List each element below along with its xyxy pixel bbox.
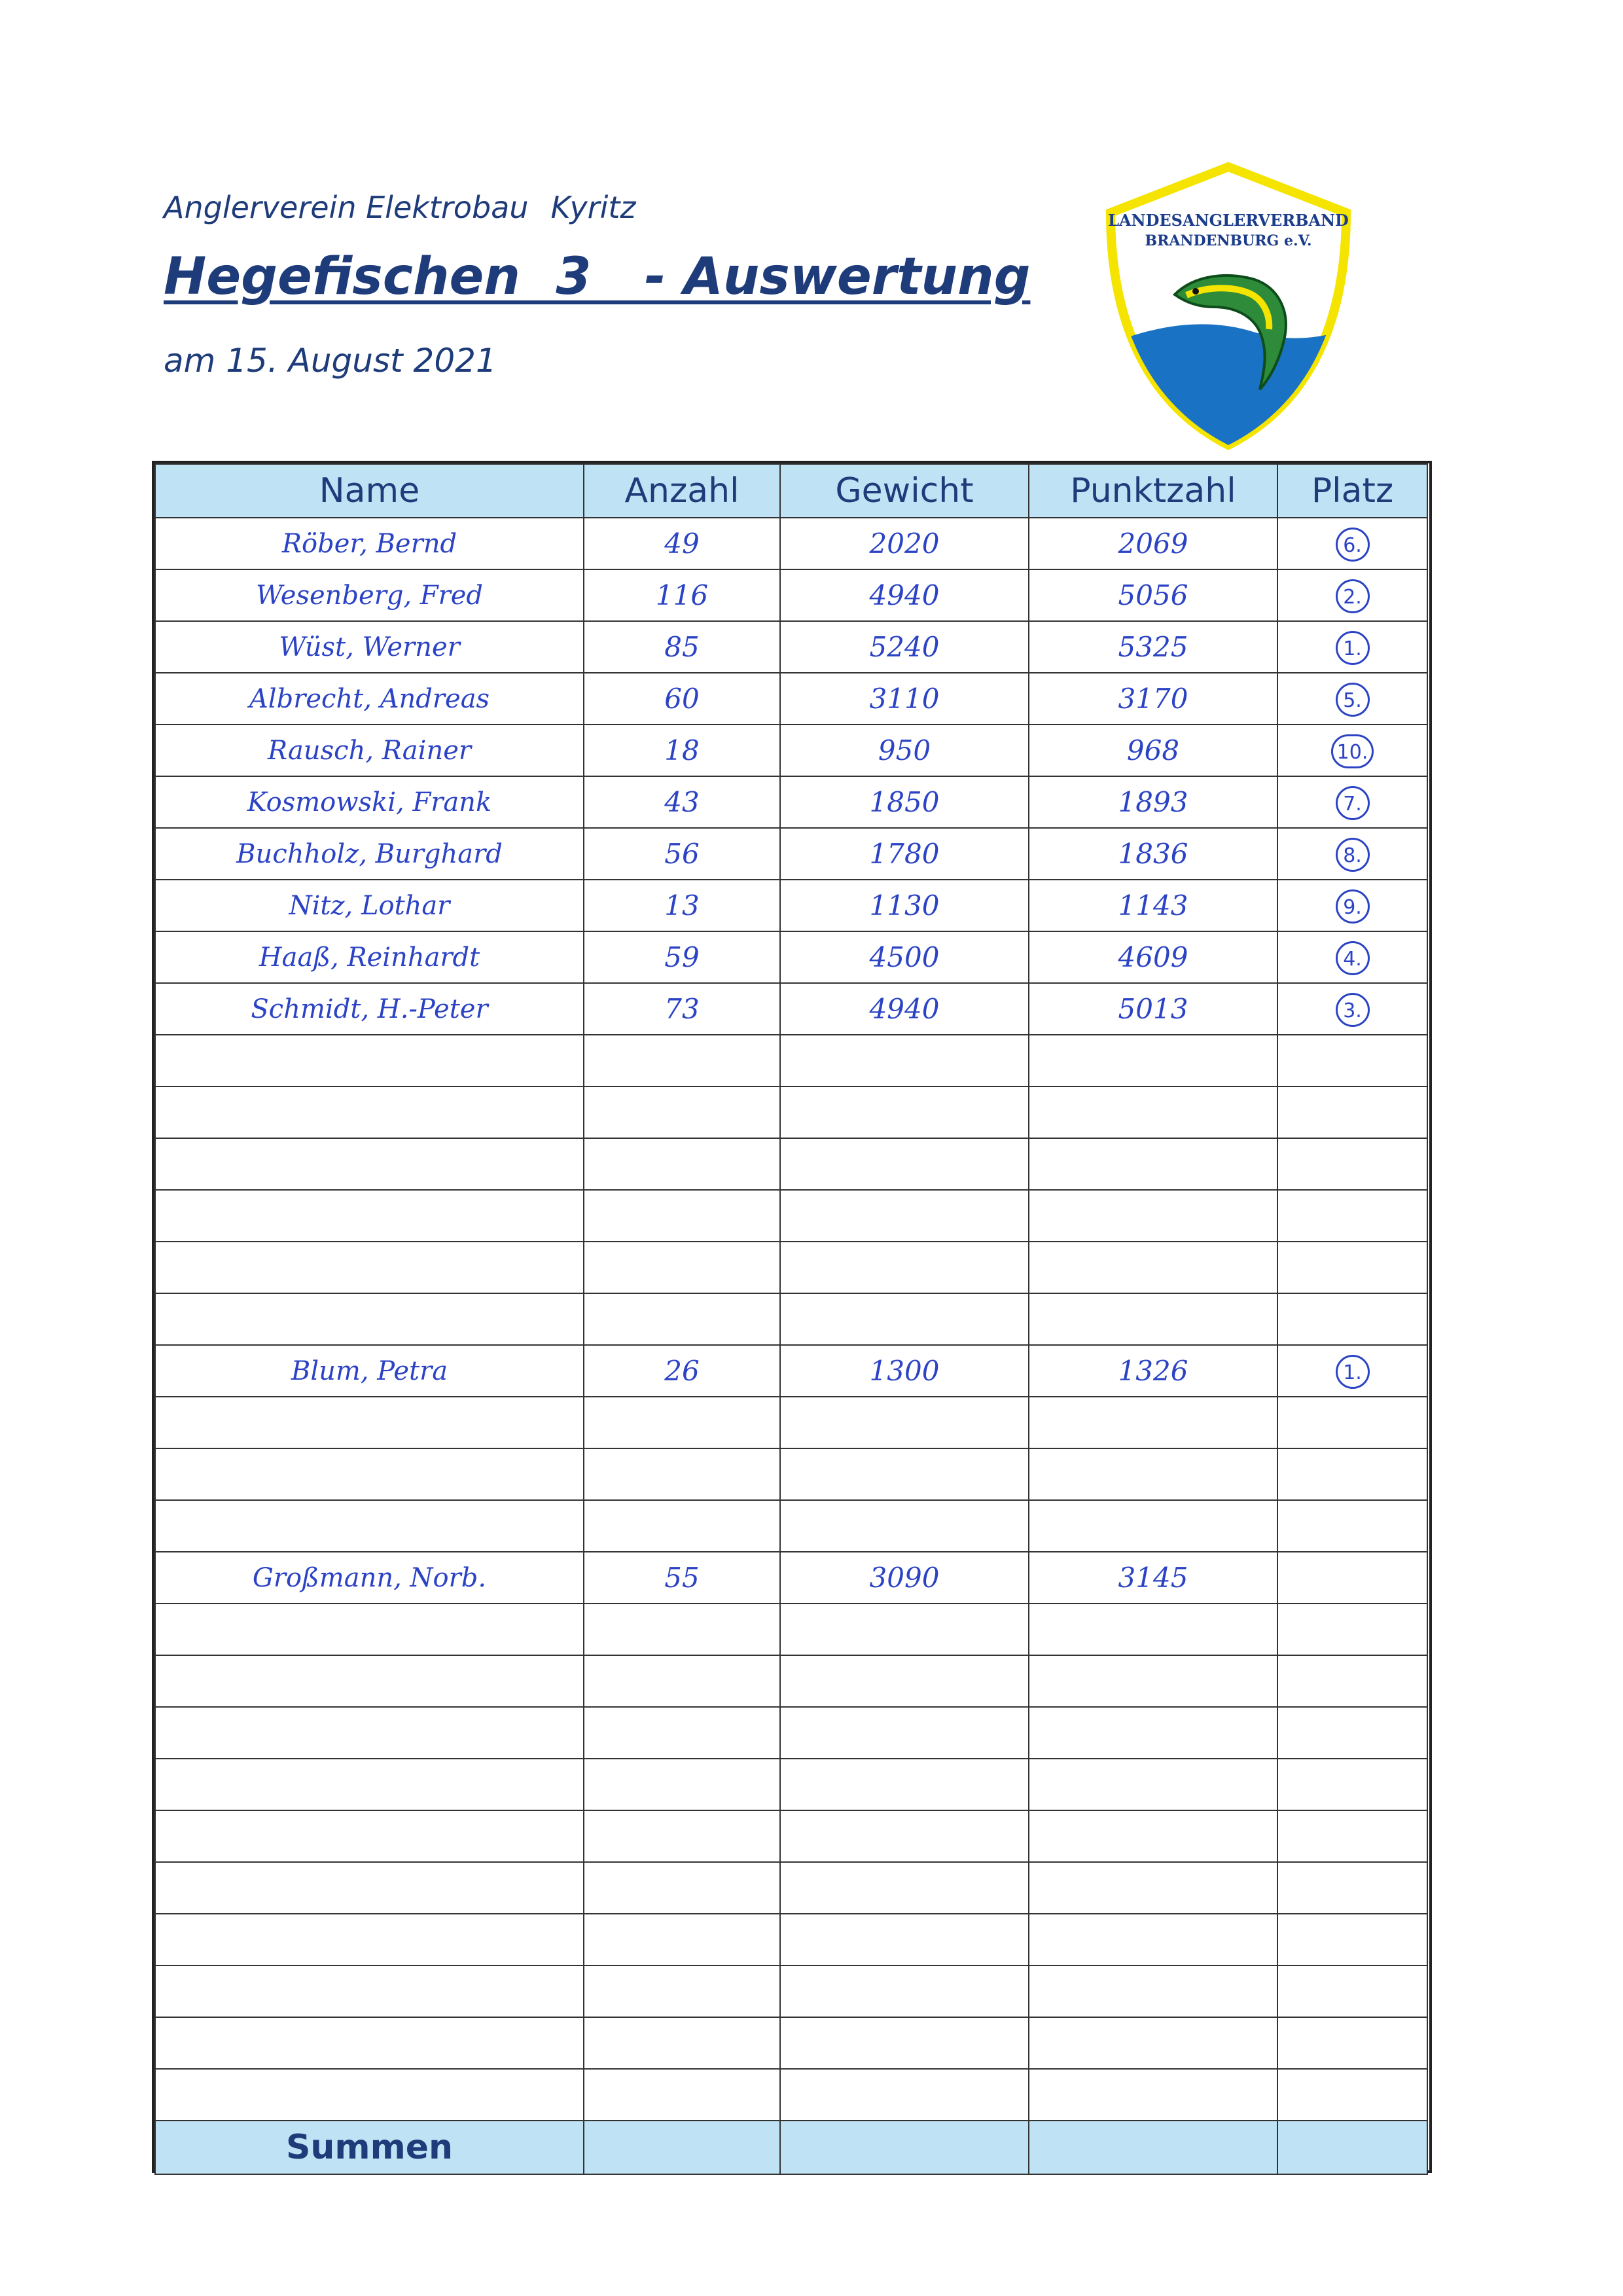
- cell-gewicht: 1780: [780, 828, 1029, 880]
- cell-punktzahl: 5013: [1029, 983, 1277, 1035]
- col-name-header: Name: [155, 464, 584, 518]
- cell-punktzahl: 1836: [1029, 828, 1277, 880]
- cell-platz: [1277, 1965, 1427, 2017]
- cell-platz: [1277, 1707, 1427, 1759]
- cell-punktzahl: 1326: [1029, 1345, 1277, 1397]
- platz-badge: 5.: [1336, 683, 1370, 717]
- table-row: [155, 673, 1427, 725]
- table-row: [155, 880, 1427, 931]
- cell-gewicht: [780, 1086, 1029, 1138]
- table-row: [155, 1397, 1427, 1448]
- summen-punktzahl: [1029, 2121, 1277, 2174]
- cell-punktzahl: 5325: [1029, 621, 1277, 673]
- cell-platz: [1277, 1500, 1427, 1552]
- cell-gewicht: 1130: [780, 880, 1029, 931]
- cell-platz: [1277, 673, 1427, 725]
- table-row: [155, 1552, 1427, 1604]
- cell-anzahl: 56: [584, 828, 780, 880]
- platz-badge: 6.: [1336, 528, 1370, 562]
- cell-name: [155, 1655, 584, 1707]
- cell-anzahl: 26: [584, 1345, 780, 1397]
- cell-punktzahl: 1893: [1029, 776, 1277, 828]
- table-row: [155, 725, 1427, 776]
- cell-platz: [1277, 1810, 1427, 1862]
- summen-label: Summen: [155, 2121, 584, 2174]
- platz-badge: 3.: [1336, 993, 1370, 1027]
- cell-platz: [1277, 1086, 1427, 1138]
- cell-gewicht: [780, 1759, 1029, 1810]
- cell-name: [155, 1448, 584, 1500]
- cell-punktzahl: 1143: [1029, 880, 1277, 931]
- cell-punktzahl: 5056: [1029, 569, 1277, 621]
- cell-name: [155, 1035, 584, 1086]
- table-row: [155, 1759, 1427, 1810]
- results-table: [154, 463, 1428, 2175]
- cell-anzahl: [584, 1190, 780, 1242]
- cell-punktzahl: [1029, 1604, 1277, 1655]
- cell-anzahl: [584, 1759, 780, 1810]
- cell-gewicht: [780, 1190, 1029, 1242]
- table-row: [155, 1242, 1427, 1293]
- logo-line1: LANDESANGLERVERBAND: [1108, 211, 1349, 230]
- table-row: [155, 1035, 1427, 1086]
- cell-name: Kosmowski, Frank: [155, 776, 584, 828]
- cell-punktzahl: [1029, 2017, 1277, 2069]
- cell-name: Schmidt, H.-Peter: [155, 983, 584, 1035]
- club-city: Kyritz: [550, 190, 636, 225]
- cell-anzahl: 55: [584, 1552, 780, 1604]
- cell-platz: [1277, 725, 1427, 776]
- cell-name: [155, 2017, 584, 2069]
- page-title: Hegefischen 3 - Auswertung: [164, 247, 1031, 306]
- cell-punktzahl: [1029, 1759, 1277, 1810]
- cell-name: [155, 1965, 584, 2017]
- cell-platz: [1277, 1190, 1427, 1242]
- cell-name: Nitz, Lothar: [155, 880, 584, 931]
- table-row: [155, 776, 1427, 828]
- table-row: [155, 983, 1427, 1035]
- table-row: [155, 569, 1427, 621]
- cell-platz: [1277, 621, 1427, 673]
- cell-anzahl: 60: [584, 673, 780, 725]
- cell-punktzahl: [1029, 1138, 1277, 1190]
- cell-platz: [1277, 1862, 1427, 1914]
- cell-name: Haaß, Reinhardt: [155, 931, 584, 983]
- cell-punktzahl: 4609: [1029, 931, 1277, 983]
- cell-punktzahl: [1029, 1655, 1277, 1707]
- cell-gewicht: [780, 1604, 1029, 1655]
- cell-anzahl: [584, 1242, 780, 1293]
- cell-anzahl: [584, 1293, 780, 1345]
- summen-anzahl: [584, 2121, 780, 2174]
- cell-anzahl: [584, 2017, 780, 2069]
- platz-badge: 9.: [1336, 889, 1370, 924]
- cell-platz: [1277, 518, 1427, 569]
- cell-name: [155, 1862, 584, 1914]
- cell-platz: [1277, 2069, 1427, 2121]
- cell-gewicht: [780, 1293, 1029, 1345]
- platz-badge: 7.: [1336, 786, 1370, 820]
- cell-name: [155, 1500, 584, 1552]
- cell-name: Wesenberg, Fred: [155, 569, 584, 621]
- cell-platz: [1277, 1655, 1427, 1707]
- cell-gewicht: [780, 1242, 1029, 1293]
- col-gewicht-header: Gewicht: [780, 464, 1029, 518]
- cell-platz: [1277, 983, 1427, 1035]
- cell-punktzahl: [1029, 1707, 1277, 1759]
- cell-gewicht: [780, 2069, 1029, 2121]
- cell-gewicht: [780, 1965, 1029, 2017]
- cell-punktzahl: [1029, 1914, 1277, 1965]
- cell-anzahl: [584, 1862, 780, 1914]
- cell-gewicht: 4940: [780, 983, 1029, 1035]
- cell-punktzahl: 2069: [1029, 518, 1277, 569]
- cell-gewicht: [780, 2017, 1029, 2069]
- cell-anzahl: [584, 1914, 780, 1965]
- table-row: [155, 1086, 1427, 1138]
- table-row: [155, 621, 1427, 673]
- cell-anzahl: [584, 2069, 780, 2121]
- cell-anzahl: [584, 1397, 780, 1448]
- cell-gewicht: [780, 1862, 1029, 1914]
- cell-platz: [1277, 1138, 1427, 1190]
- cell-platz: [1277, 1035, 1427, 1086]
- table-row: [155, 1500, 1427, 1552]
- table-row: [155, 1655, 1427, 1707]
- cell-name: [155, 1397, 584, 1448]
- platz-badge: 1.: [1336, 1355, 1370, 1389]
- cell-name: Großmann, Norb.: [155, 1552, 584, 1604]
- cell-anzahl: 13: [584, 880, 780, 931]
- cell-name: Blum, Petra: [155, 1345, 584, 1397]
- cell-punktzahl: [1029, 1965, 1277, 2017]
- table-row: [155, 1707, 1427, 1759]
- cell-gewicht: 2020: [780, 518, 1029, 569]
- club-name: [164, 190, 636, 225]
- cell-gewicht: [780, 1914, 1029, 1965]
- cell-gewicht: 3090: [780, 1552, 1029, 1604]
- cell-anzahl: [584, 1604, 780, 1655]
- cell-name: [155, 1293, 584, 1345]
- cell-name: [155, 1190, 584, 1242]
- summen-platz: [1277, 2121, 1427, 2174]
- cell-punktzahl: 3145: [1029, 1552, 1277, 1604]
- cell-name: Rausch, Rainer: [155, 725, 584, 776]
- cell-anzahl: 73: [584, 983, 780, 1035]
- cell-anzahl: 49: [584, 518, 780, 569]
- cell-platz: [1277, 1552, 1427, 1604]
- cell-anzahl: [584, 1500, 780, 1552]
- cell-platz: [1277, 776, 1427, 828]
- cell-name: Röber, Bernd: [155, 518, 584, 569]
- cell-gewicht: [780, 1397, 1029, 1448]
- cell-anzahl: 85: [584, 621, 780, 673]
- cell-platz: [1277, 880, 1427, 931]
- table-row: [155, 1293, 1427, 1345]
- cell-name: [155, 1086, 584, 1138]
- table-row: [155, 1604, 1427, 1655]
- table-row: [155, 2017, 1427, 2069]
- cell-anzahl: [584, 1810, 780, 1862]
- platz-badge: 1.: [1336, 631, 1370, 665]
- cell-punktzahl: [1029, 1862, 1277, 1914]
- cell-punktzahl: [1029, 1448, 1277, 1500]
- cell-punktzahl: [1029, 1500, 1277, 1552]
- cell-platz: [1277, 931, 1427, 983]
- col-anzahl-header: Anzahl: [584, 464, 780, 518]
- cell-platz: [1277, 828, 1427, 880]
- summen-gewicht: [780, 2121, 1029, 2174]
- cell-platz: [1277, 1759, 1427, 1810]
- cell-gewicht: 4500: [780, 931, 1029, 983]
- cell-anzahl: [584, 1086, 780, 1138]
- table-row: [155, 828, 1427, 880]
- cell-gewicht: 1300: [780, 1345, 1029, 1397]
- cell-punktzahl: [1029, 1810, 1277, 1862]
- cell-platz: [1277, 1345, 1427, 1397]
- cell-anzahl: 18: [584, 725, 780, 776]
- cell-punktzahl: [1029, 1190, 1277, 1242]
- table-footer-row: [155, 2121, 1427, 2174]
- table-row: [155, 1862, 1427, 1914]
- cell-gewicht: [780, 1810, 1029, 1862]
- cell-punktzahl: [1029, 1397, 1277, 1448]
- cell-gewicht: [780, 1448, 1029, 1500]
- cell-name: [155, 1759, 584, 1810]
- table-header-row: [155, 464, 1427, 518]
- cell-name: [155, 1604, 584, 1655]
- cell-gewicht: 950: [780, 725, 1029, 776]
- cell-name: [155, 1914, 584, 1965]
- cell-name: [155, 2069, 584, 2121]
- cell-gewicht: [780, 1138, 1029, 1190]
- col-platz-header: Platz: [1277, 464, 1427, 518]
- table-row: [155, 1138, 1427, 1190]
- cell-anzahl: [584, 1035, 780, 1086]
- table-row: [155, 2069, 1427, 2121]
- cell-platz: [1277, 1448, 1427, 1500]
- cell-punktzahl: 968: [1029, 725, 1277, 776]
- cell-platz: [1277, 1604, 1427, 1655]
- cell-anzahl: 59: [584, 931, 780, 983]
- table-row: [155, 1810, 1427, 1862]
- table-row: [155, 1448, 1427, 1500]
- cell-platz: [1277, 1293, 1427, 1345]
- cell-anzahl: 116: [584, 569, 780, 621]
- association-logo: [1103, 160, 1355, 452]
- table-row: [155, 931, 1427, 983]
- club-label: Anglerverein Elektrobau: [164, 190, 529, 225]
- cell-gewicht: [780, 1707, 1029, 1759]
- col-punktzahl-header: Punktzahl: [1029, 464, 1277, 518]
- event-date: am 15. August 2021: [164, 342, 497, 380]
- cell-platz: [1277, 1914, 1427, 1965]
- table-row: [155, 1190, 1427, 1242]
- cell-name: Wüst, Werner: [155, 621, 584, 673]
- cell-name: [155, 1138, 584, 1190]
- cell-platz: [1277, 1397, 1427, 1448]
- cell-anzahl: [584, 1655, 780, 1707]
- platz-badge: 4.: [1336, 941, 1370, 975]
- cell-anzahl: [584, 1138, 780, 1190]
- cell-anzahl: [584, 1965, 780, 2017]
- cell-punktzahl: [1029, 1086, 1277, 1138]
- platz-badge: 10.: [1331, 734, 1374, 768]
- cell-gewicht: [780, 1655, 1029, 1707]
- cell-gewicht: 1850: [780, 776, 1029, 828]
- cell-punktzahl: [1029, 1293, 1277, 1345]
- table-row: [155, 1965, 1427, 2017]
- cell-anzahl: [584, 1707, 780, 1759]
- cell-gewicht: 5240: [780, 621, 1029, 673]
- cell-name: [155, 1242, 584, 1293]
- cell-gewicht: 3110: [780, 673, 1029, 725]
- cell-punktzahl: [1029, 1242, 1277, 1293]
- cell-name: Albrecht, Andreas: [155, 673, 584, 725]
- cell-gewicht: [780, 1035, 1029, 1086]
- cell-anzahl: 43: [584, 776, 780, 828]
- cell-platz: [1277, 1242, 1427, 1293]
- logo-line2: BRANDENBURG e.V.: [1145, 232, 1312, 249]
- cell-name: Buchholz, Burghard: [155, 828, 584, 880]
- table-row: [155, 518, 1427, 569]
- table-row: [155, 1914, 1427, 1965]
- cell-punktzahl: [1029, 1035, 1277, 1086]
- cell-gewicht: 4940: [780, 569, 1029, 621]
- cell-platz: [1277, 569, 1427, 621]
- cell-punktzahl: [1029, 2069, 1277, 2121]
- platz-badge: 2.: [1336, 579, 1370, 613]
- cell-punktzahl: 3170: [1029, 673, 1277, 725]
- cell-name: [155, 1707, 584, 1759]
- cell-anzahl: [584, 1448, 780, 1500]
- cell-name: [155, 1810, 584, 1862]
- cell-platz: [1277, 2017, 1427, 2069]
- table-row: [155, 1345, 1427, 1397]
- platz-badge: 8.: [1336, 838, 1370, 872]
- cell-gewicht: [780, 1500, 1029, 1552]
